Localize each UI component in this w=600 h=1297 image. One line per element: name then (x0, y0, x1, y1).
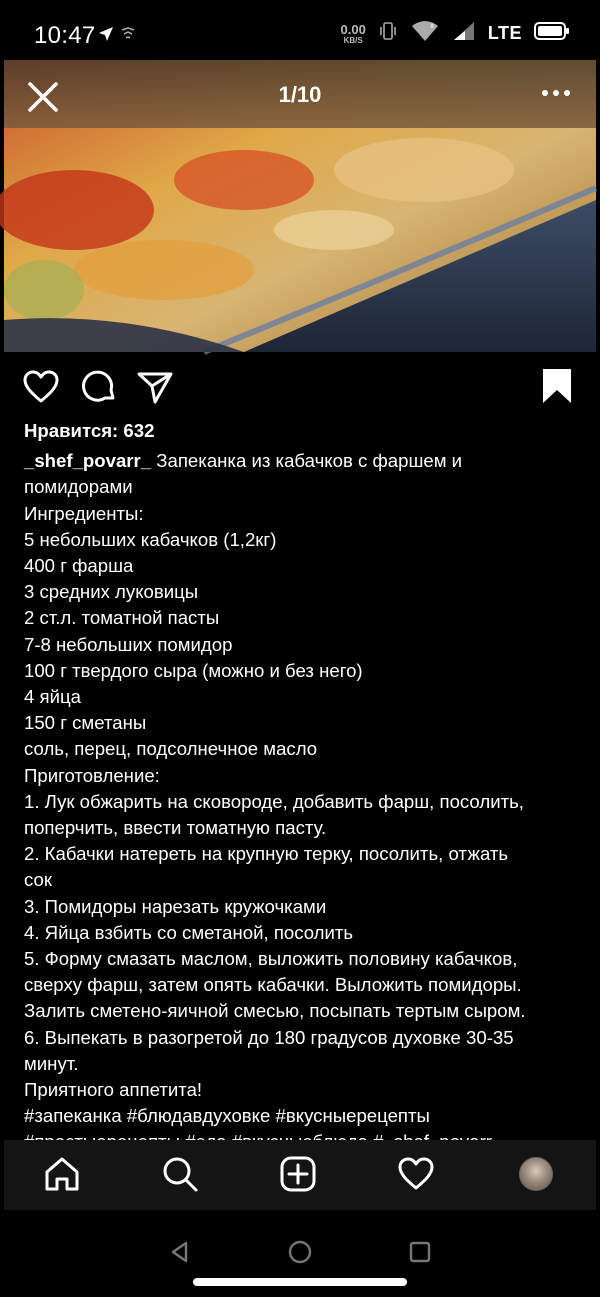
caption-line: соль, перец, подсолнечное масло (24, 738, 318, 760)
caption-line: 4 яйца (24, 686, 81, 708)
caption-line: Приятного аппетита! (24, 1079, 203, 1101)
add-post-icon (279, 1155, 317, 1193)
wifi-icon (410, 20, 440, 47)
caption-line: 1. Лук обжарить на сковороде, добавить фарш, посолить, (24, 790, 524, 812)
caption-line: Залить сметено-яичной смесью, посыпать тертым сыром. (24, 1000, 526, 1022)
caption-line: 2. Кабачки натереть на крупную терку, посолить, отжать (24, 843, 509, 865)
notification-icon (120, 26, 136, 47)
more-dot-icon (542, 90, 548, 96)
net-speed: 0.00 KB/S (340, 21, 366, 45)
back-icon (168, 1240, 192, 1264)
tab-search[interactable] (160, 1154, 200, 1194)
caption-line: 5. Форму смазать маслом, выложить половину кабачков, (24, 948, 518, 970)
avatar (519, 1157, 553, 1191)
home-circle-icon (287, 1239, 313, 1265)
caption-line: 400 г фарша (24, 555, 134, 577)
heart-icon (397, 1155, 435, 1193)
comment-icon (80, 368, 118, 406)
home-nav-button[interactable] (280, 1232, 320, 1272)
caption-line: Ингредиенты: (24, 502, 144, 524)
caption-first-line (24, 448, 580, 474)
caption-line: 3. Помидоры нарезать кружочками (24, 895, 327, 917)
bookmark-icon (540, 368, 574, 404)
caption-line: 100 г твердого сыра (можно и без него) (24, 659, 363, 681)
network-type: LTE (487, 23, 522, 43)
battery-icon (534, 21, 570, 46)
more-options-button[interactable] (538, 85, 574, 101)
heart-icon (22, 368, 60, 406)
save-button[interactable] (540, 368, 578, 406)
caption-line: 3 средних луковицы (24, 581, 199, 603)
home-indicator[interactable] (193, 1278, 407, 1286)
likes-count[interactable]: Нравится: 632 (24, 420, 155, 441)
recents-button[interactable] (400, 1232, 440, 1272)
caption-line: Приготовление: (24, 764, 160, 786)
caption-line: 7-8 небольших помидор (24, 633, 233, 655)
tab-new-post[interactable] (278, 1154, 318, 1194)
search-icon (161, 1155, 199, 1193)
more-dot-icon (553, 90, 559, 96)
username-link[interactable]: _shef_povarr_ (24, 450, 152, 472)
image-counter: 1/10 (278, 82, 322, 107)
caption-lines (24, 474, 580, 1155)
send-icon (136, 368, 174, 406)
tab-home[interactable] (42, 1154, 82, 1194)
caption-line: поперчить, ввести томатную пасту. (24, 817, 327, 839)
caption-line: сок (24, 869, 52, 891)
tab-profile[interactable] (516, 1154, 556, 1194)
caption-line: 4. Яйца взбить со сметаной, посолить (24, 921, 354, 943)
caption-line: сверху фарш, затем опять кабачки. Выложить помидоры. (24, 974, 522, 996)
caption-line: 6. Выпекать в разогретой до 180 градусов духовке 30-35 (24, 1026, 514, 1048)
post-actions (0, 368, 600, 408)
vibrate-icon (378, 20, 398, 47)
system-navigation-bar (0, 1210, 600, 1297)
back-button[interactable] (160, 1232, 200, 1272)
caption-line: 2 ст.л. томатной пасты (24, 607, 220, 629)
recents-icon (408, 1240, 432, 1264)
more-dot-icon (564, 90, 570, 96)
svg-text:x: x (429, 21, 434, 30)
caption-line: помидорами (24, 476, 133, 498)
caption-text: Запеканка из кабачков с фаршем и (151, 450, 463, 472)
status-right-group (341, 20, 570, 47)
tab-activity[interactable] (396, 1154, 436, 1194)
caption-hashtags[interactable]: #запеканка #блюдавдуховке #вкусныерецепты (24, 1105, 430, 1127)
caption-line: минут. (24, 1052, 79, 1074)
home-icon (43, 1155, 81, 1193)
status-left-icons (98, 26, 136, 47)
signal-icon (452, 21, 476, 46)
comment-button[interactable] (80, 368, 118, 406)
post-caption (24, 418, 580, 1140)
like-button[interactable] (22, 368, 60, 406)
share-button[interactable] (136, 368, 174, 406)
bottom-tab-bar (4, 1140, 596, 1210)
navigation-arrow-icon (98, 26, 114, 47)
status-time: 10:47 (34, 22, 96, 49)
caption-line: 150 г сметаны (24, 712, 147, 734)
caption-line: 5 небольших кабачков (1,2кг) (24, 528, 277, 550)
